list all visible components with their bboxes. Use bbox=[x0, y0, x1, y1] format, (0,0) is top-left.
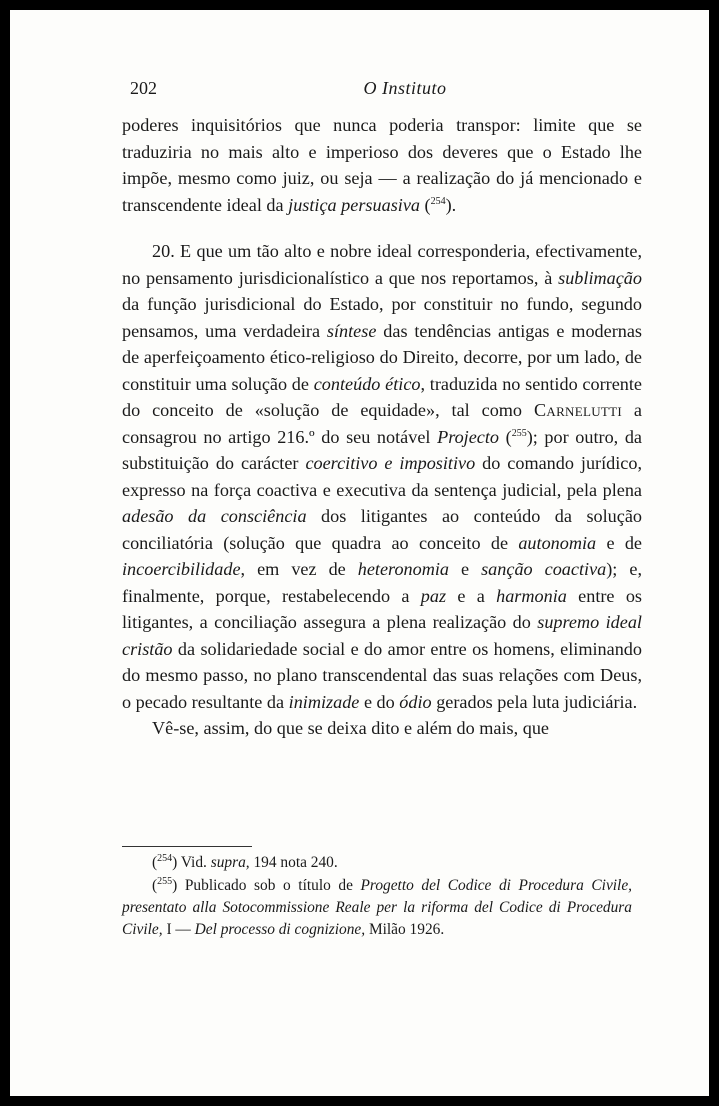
emphasis: ódio bbox=[399, 691, 432, 712]
text-run: a consagrou no artigo 216.º do seu notável bbox=[122, 400, 642, 447]
page-number: 202 bbox=[130, 78, 157, 98]
footnote-separator bbox=[122, 846, 252, 847]
emphasis: síntese bbox=[326, 320, 377, 341]
text-run: da solidariedade social e do amor entre os homens, eliminando do mesmo passo, no plano transcendental das suas relações com Deus, o pecado resultante da bbox=[122, 638, 642, 712]
footnote-number: 255 bbox=[157, 875, 173, 887]
page-header bbox=[130, 78, 650, 102]
emphasis: Progetto del Codice di Procedura Civile, presentato alla Sotocommissione Reale per la riforma del Codice di Procedura Civile, bbox=[122, 877, 633, 938]
author-name: Carnelutti bbox=[533, 400, 623, 420]
emphasis: inimizade bbox=[288, 691, 360, 712]
text-run: e do bbox=[359, 691, 400, 712]
paragraph-2 bbox=[122, 238, 642, 715]
text-run: da função jurisdicional do Estado, por constituir no fundo, segundo pensamos, uma verdadeira bbox=[122, 294, 642, 341]
text-run: , traduzida no sentido corrente do conceito de «solução de equidade», tal como bbox=[122, 373, 642, 420]
text-run: dos litigantes ao conteúdo da solução conciliatória (solução que quadra ao conceito de bbox=[122, 506, 642, 553]
text-run: e a bbox=[446, 585, 497, 606]
emphasis: supremo ideal cristão bbox=[122, 612, 642, 659]
text-run: ( bbox=[499, 426, 512, 447]
text-run: das tendências antigas e modernas de aperfeiçoamento ético-religioso do Direito, decorre, por um lado, de constituir uma solução de bbox=[122, 320, 643, 394]
text-run: , em vez de bbox=[240, 559, 358, 579]
emphasis: sublimação bbox=[558, 267, 642, 288]
footnotes bbox=[122, 852, 632, 941]
emphasis: adesão da consciência bbox=[122, 506, 307, 526]
emphasis: conteúdo ético bbox=[313, 373, 421, 394]
body-text bbox=[122, 112, 642, 742]
text-run: 194 nota 240. bbox=[249, 854, 338, 871]
emphasis: harmonia bbox=[496, 585, 567, 606]
emphasis: incoercibilidade bbox=[122, 559, 241, 579]
footnote: ($^{255}$) Publicado sob o título de Progetto del Codice di Procedura Civile, presentato alla Sotocommissione Reale per la riforma del Codice di Procedura Civile, I — Del processo di cognizione, Milão 1926. bbox=[122, 875, 633, 938]
paragraph-3: Vê-se, assim, do que se deixa dito e além do mais, que bbox=[152, 718, 549, 738]
footnote-ref: 254 bbox=[430, 195, 446, 207]
text-run: Milão 1926. bbox=[365, 921, 445, 938]
text-run: Publicado sob o título de bbox=[177, 877, 361, 894]
text-run: gerados pela luta judiciária. bbox=[431, 691, 638, 712]
text-run: do comando jurídico, expresso na força coactiva e executiva da sentença judicial, pela plena bbox=[122, 453, 643, 500]
text-run: 20. E que um tão alto e nobre ideal corresponderia, efectivamente, no pensamento jurisdicionalístico a que nos reportamos, à bbox=[122, 241, 642, 288]
text-run: Vid. bbox=[177, 854, 211, 871]
footnote-number: 254 bbox=[157, 852, 173, 864]
text-run: ). bbox=[445, 194, 457, 215]
emphasis: Projecto bbox=[437, 426, 500, 447]
text-run: ); por outro, da substituição do carácter bbox=[122, 426, 642, 473]
emphasis: autonomia bbox=[518, 532, 597, 553]
emphasis: Del processo di cognizione, bbox=[194, 921, 366, 938]
text-run: poderes inquisitórios que nunca poderia transpor: limite que se traduziria no mais alto e imperioso dos deveres que o Estado lhe impõe, mesmo como juiz, ou seja — a realização do já mencionado e transcendente ideal da bbox=[122, 115, 642, 215]
text-run: entre os litigantes, a conciliação assegura a plena realização do bbox=[122, 585, 642, 632]
emphasis: sanção coactiva bbox=[481, 559, 607, 579]
text-run: I — bbox=[162, 921, 195, 938]
emphasis: supra, bbox=[210, 854, 250, 871]
text-run: ); e, finalmente, porque, restabelecendo a bbox=[122, 559, 642, 606]
text-run: e de bbox=[596, 532, 642, 553]
emphasis: justiça persuasiva bbox=[288, 194, 420, 215]
footnote: ($^{254}$) Vid. supra, 194 nota 240. bbox=[152, 852, 338, 871]
footnote-ref: 255 bbox=[511, 427, 527, 439]
running-title: O Instituto bbox=[363, 78, 447, 98]
text-run: ( bbox=[420, 194, 431, 215]
emphasis: heteronomia bbox=[357, 559, 450, 579]
text-run: e bbox=[449, 559, 482, 579]
emphasis: paz bbox=[420, 585, 447, 606]
emphasis: coercitivo e impositivo bbox=[305, 453, 476, 473]
paragraph-1 bbox=[122, 112, 642, 218]
